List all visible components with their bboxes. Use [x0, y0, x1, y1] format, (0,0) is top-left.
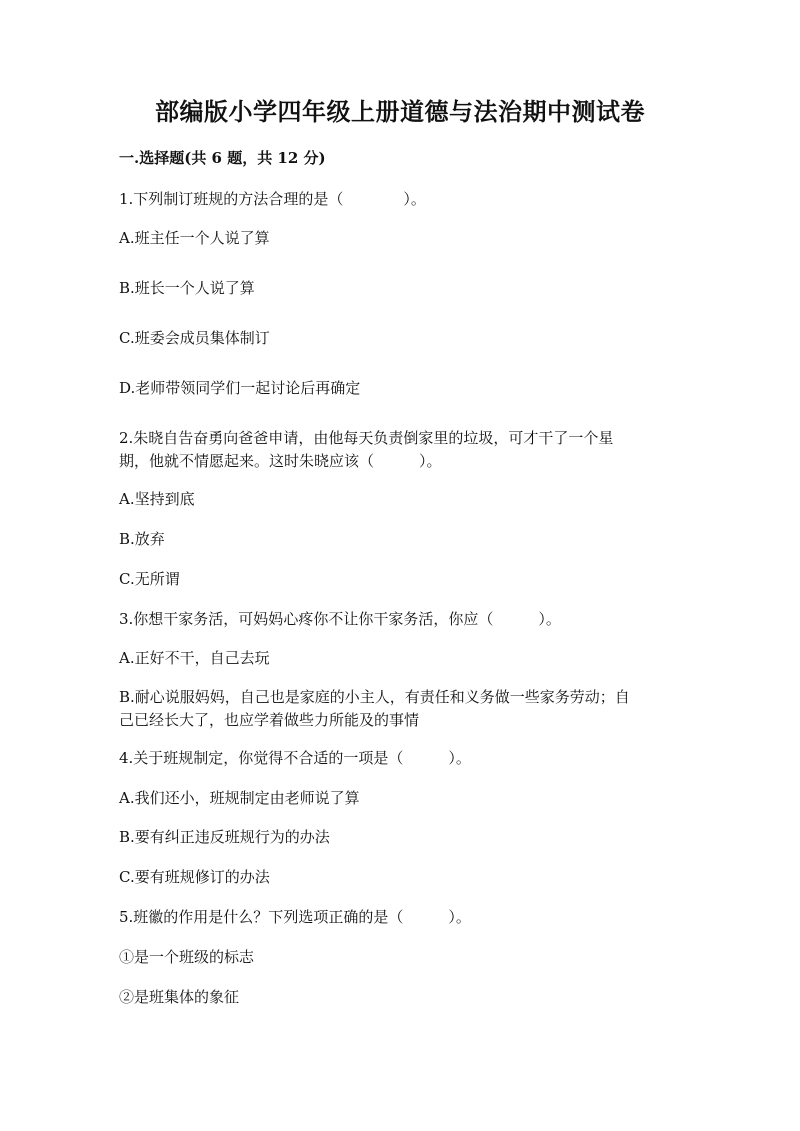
section-header: 一.选择题(共 6 题，共 12 分) [119, 149, 326, 167]
question-5-stem: 5.班徽的作用是什么？下列选项正确的是（ ）。 [119, 908, 471, 926]
question-2-option-a: A.坚持到底 [119, 490, 195, 508]
page-title: 部编版小学四年级上册道德与法治期中测试卷 [155, 97, 645, 126]
question-5-item-1: ①是一个班级的标志 [119, 948, 255, 966]
question-2-stem-line-2: 期，他就不情愿起来。这时朱晓应该（ ）。 [119, 452, 442, 470]
question-3-option-b-line-1: B.耐心说服妈妈，自己也是家庭的小主人，有责任和义务做一些家务劳动；自 [119, 688, 630, 706]
question-1-option-c: C.班委会成员集体制订 [119, 329, 270, 347]
question-1-option-d: D.老师带领同学们一起讨论后再确定 [119, 379, 361, 397]
question-4-option-a: A.我们还小，班规制定由老师说了算 [119, 789, 360, 807]
question-4-stem: 4.关于班规制定，你觉得不合适的一项是（ ）。 [119, 749, 471, 767]
question-3-stem: 3.你想干家务活，可妈妈心疼你不让你干家务活，你应（ ）。 [119, 610, 561, 628]
question-4-option-c: C.要有班规修订的办法 [119, 868, 270, 886]
question-4-option-b: B.要有纠正违反班规行为的办法 [119, 828, 330, 846]
question-3-option-b-line-2: 己已经长大了，也应学着做些力所能及的事情 [119, 711, 420, 729]
question-2-stem-line-1: 2.朱晓自告奋勇向爸爸申请，由他每天负责倒家里的垃圾，可才干了一个星 [119, 429, 614, 447]
question-1-stem: 1.下列制订班规的方法合理的是（ ）。 [119, 190, 426, 208]
question-2-option-c: C.无所谓 [119, 570, 180, 588]
question-5-item-2: ②是班集体的象征 [119, 988, 240, 1006]
question-1-option-b: B.班长一个人说了算 [119, 279, 255, 297]
question-3-option-a: A.正好不干，自己去玩 [119, 649, 270, 667]
question-1-option-a: A.班主任一个人说了算 [119, 229, 270, 247]
question-2-option-b: B.放弃 [119, 530, 165, 548]
